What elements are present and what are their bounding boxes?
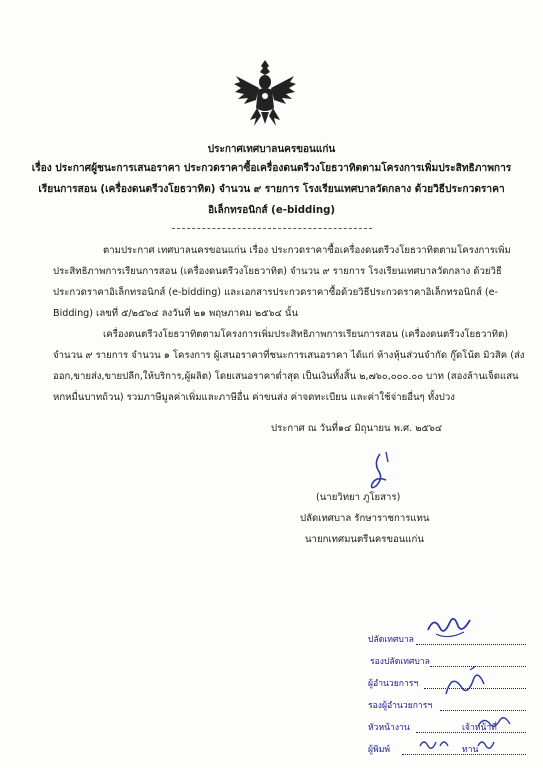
approval-row-3: ผู้อำนวยการฯ (368, 679, 419, 689)
paragraph-2-line-1: เครื่องดนตรีวงโยธวาทิตตามโครงการเพิ่มประสิทธิภาพการเรียนการสอน (เครื่องดนตรีวงโยธวาทิต) (103, 329, 509, 340)
signatory-position-2: นายกเทศมนตรีนครขอนแก่น (305, 534, 424, 545)
subject-line-3: อิเล็กทรอนิกส์ (e-bidding) (207, 205, 336, 216)
approval-scribble-2-icon (418, 734, 498, 754)
signatory-position-1: ปลัดเทศบาล รักษาราชการแทน (300, 513, 430, 524)
initials-mark-icon (424, 612, 474, 642)
approval-row-2: รองปลัดเทศบาล (370, 657, 430, 667)
approval-line-4 (440, 710, 526, 711)
paragraph-1-line-2: ประสิทธิภาพการเรียนการสอน (เครื่องดนตรีวงโยธวาทิต) จำนวน ๙ รายการ โรงเรียนเทศบาลวัดกลาง ด้วยวิธี (53, 266, 502, 277)
signatory-name: (นายวิทยา ภูโยสาร) (316, 492, 401, 503)
approval-line-6 (402, 754, 526, 755)
paragraph-2-line-4: หกหมื่นบาทถ้วน) รวมภาษีมูลค่าเพิ่มและภาษีอื่น ค่าขนส่ง ค่าจดทะเบียน และค่าใช้จ่ายอื่นๆ ทั้งปวง (53, 392, 455, 403)
approval-row-5: หัวหน้างาน (368, 723, 410, 733)
approval-row-6: ผู้พิมพ์ (368, 745, 391, 755)
paragraph-1-line-1: ตามประกาศ เทศบาลนครขอนแก่น เรื่อง ประกวดราคาซื้อเครื่องดนตรีวงโยธวาทิตตามโครงการเพิ่ม (103, 245, 511, 256)
approval-row-5-extra: เจ้าหน้าที่ (462, 723, 497, 733)
paragraph-1-line-3: ประกวดราคาอิเล็กทรอนิกส์ (e-bidding) และเอกสารประกวดราคาซื้อด้วยวิธีประกวดราคาอิเล็กทรอนิกส์ (e- (53, 287, 498, 298)
paragraph-1-line-4: Bidding) เลขที่ ๕/๒๕๖๔ ลงวันที่ ๒๑ พฤษภาคม ๒๕๖๔ นั้น (53, 308, 299, 319)
approval-line-5 (416, 732, 526, 733)
paragraph-2-line-3: ออก,ขายส่ง,ขายปลีก,ให้บริการ,ผู้ผลิต) โดยเสนอราคาต่ำสุด เป็นเงินทั้งสิ้น ๒,๗๖๐,๐๐๐.๐๐ บาท (สองล้านเจ็ดแสน (53, 371, 519, 382)
approval-row-4: รองผู้อำนวยการฯ (368, 701, 433, 711)
announcement-date: ประกาศ ณ วันที่๑๔ มิถุนายน พ.ศ. ๒๕๖๔ (271, 423, 443, 434)
garuda-emblem-icon (232, 58, 298, 128)
separator-line (172, 228, 372, 229)
approval-row-1: ปลัดเทศบาล (368, 635, 414, 645)
subject-line-1: เรื่อง ประกาศผู้ชนะการเสนอราคา ประกวดราคาซื้อเครื่องดนตรีวงโยธวาทิตตามโครงการเพิ่มประสิทธิภาพการ (31, 163, 512, 174)
approval-initials-icon (440, 664, 490, 704)
approval-row-6-extra: ทาน (462, 745, 479, 755)
issuer-title: ประกาศเทศบาลนครขอนแก่น (207, 144, 336, 155)
signature-mark-icon (350, 448, 410, 494)
subject-line-2: เรียนการสอน (เครื่องดนตรีวงโยธวาทิต) จำนวน ๙ รายการ โรงเรียนเทศบาลวัดกลาง ด้วยวิธีประกวดราคา (38, 184, 505, 195)
paragraph-2-line-2: จำนวน ๙ รายการ จำนวน ๑ โครงการ ผู้เสนอราคาที่ชนะการเสนอราคา ได้แก่ ห้างหุ้นส่วนจำกัด กู๊ดโน้ต มิวสิค (ส่ง (53, 350, 525, 361)
approval-line-1 (416, 644, 526, 645)
approval-scribble-1-icon (476, 712, 516, 732)
